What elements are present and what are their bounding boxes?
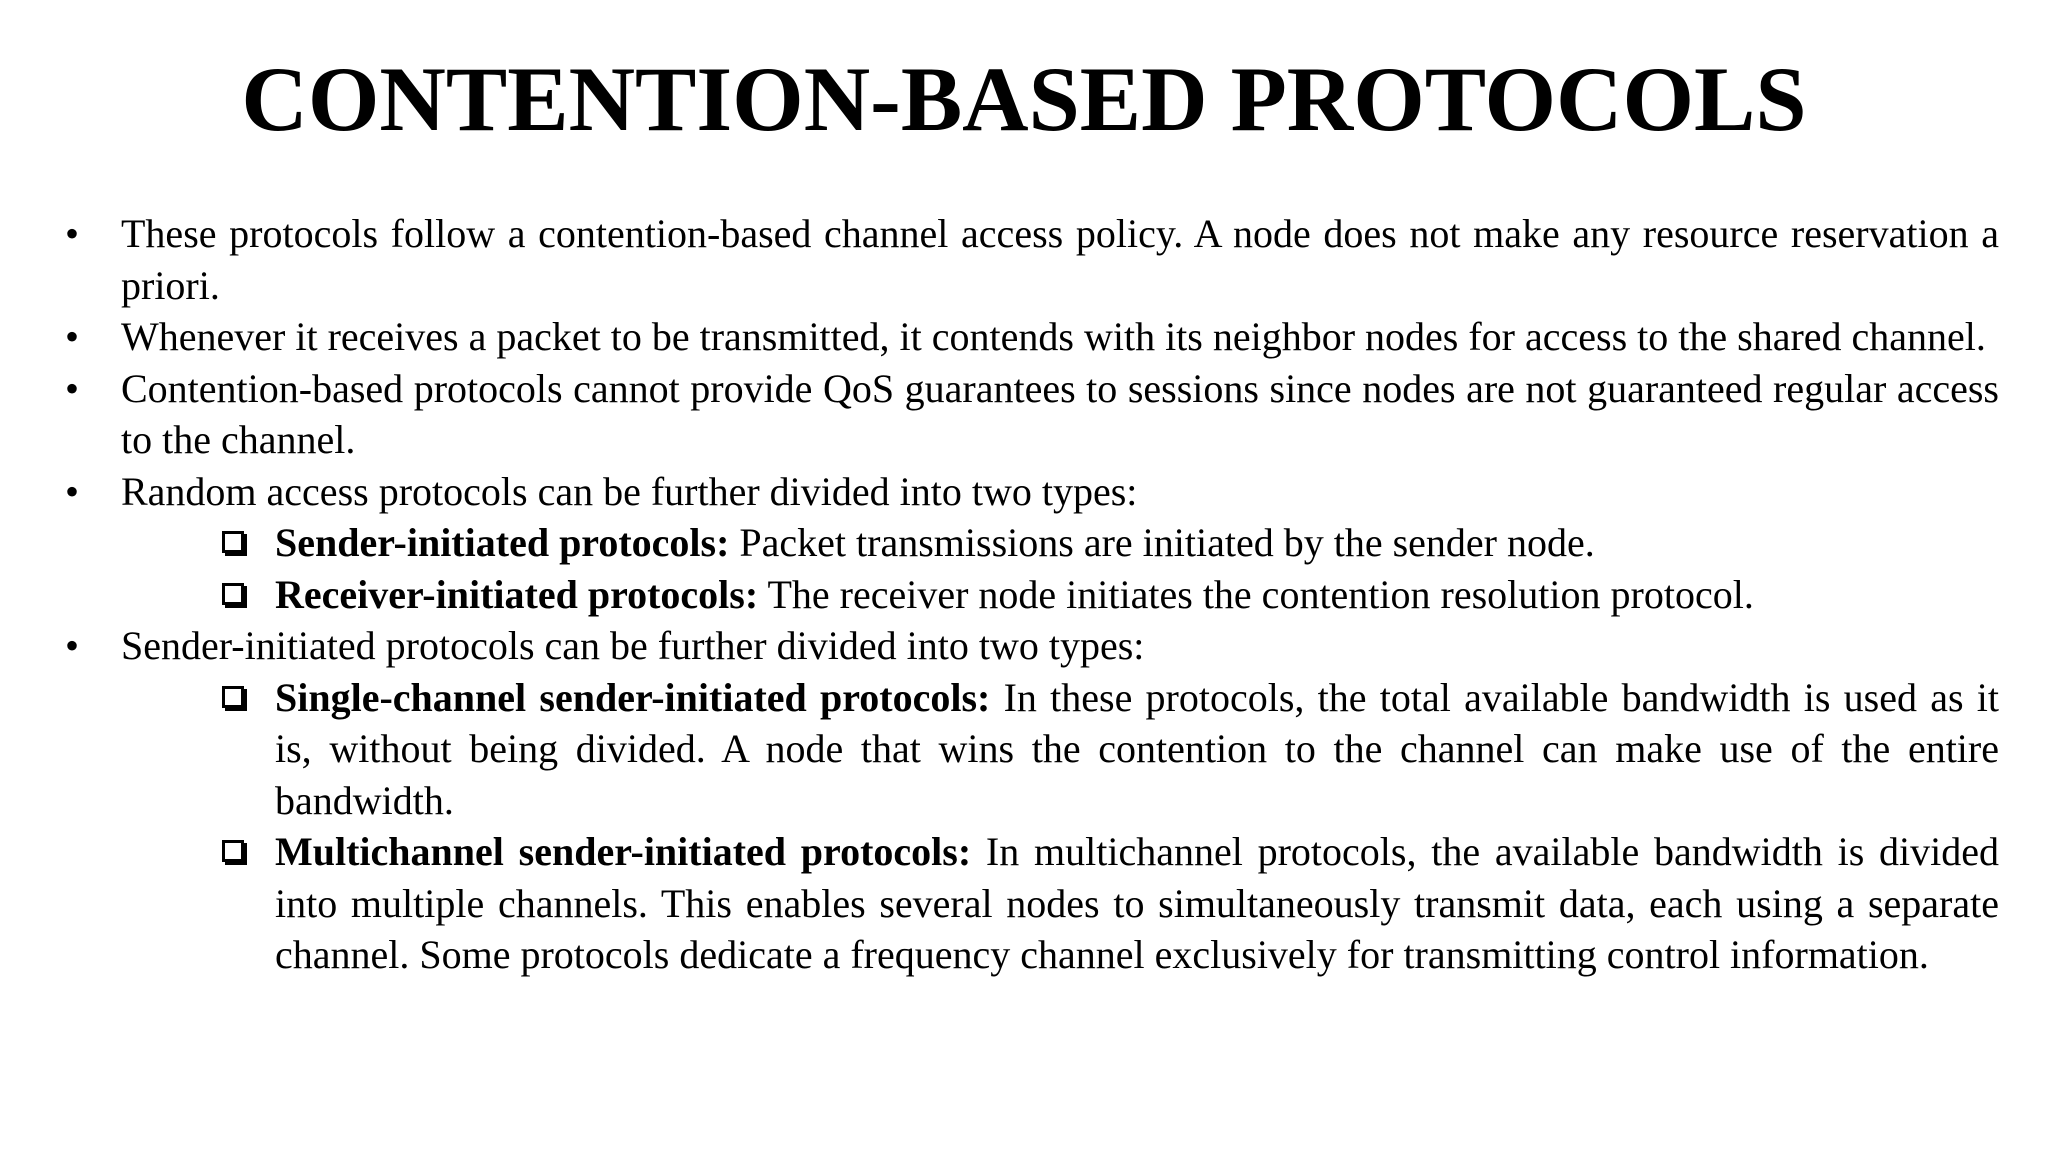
bullet-item <box>64 620 1999 672</box>
slide-title: CONTENTION-BASED PROTOCOLS <box>241 48 1807 150</box>
checkbox-square-icon <box>222 686 244 708</box>
bullet-dot-icon: • <box>64 468 79 514</box>
bullet-text: These protocols follow a contention-based channel access policy. A node does not make any resource reservation a priori. <box>121 211 1999 308</box>
sub-bullet-term: Sender-initiated protocols: <box>275 520 730 565</box>
bullet-dot-icon: • <box>64 211 79 256</box>
sub-bullet-item <box>275 826 1999 981</box>
sub-bullet-desc: The receiver node initiates the contention resolution protocol. <box>758 571 1754 617</box>
bullet-item <box>64 363 1999 466</box>
bullet-text: Random access protocols can be further divided into two types: <box>121 468 1138 514</box>
sub-bullet-term: Single-channel sender-initiated protocols: <box>275 674 991 720</box>
bullet-text: Contention-based protocols cannot provide QoS guarantees to sessions since nodes are not guaranteed regular access to the channel. <box>121 365 1999 462</box>
sub-bullet-item <box>275 517 1999 569</box>
checkbox-square-icon <box>222 840 244 862</box>
sub-bullet-desc: In multichannel protocols, the available bandwidth is divided into multiple channels. This enables several nodes to simultaneously transmit data, each using a separate channel. Some protocols dedicate a frequency channel exclusively for transmitting control information. <box>275 829 2000 977</box>
sub-bullet-item <box>275 569 1999 621</box>
sub-bullet-term: Receiver-initiated protocols: <box>275 571 759 617</box>
bullet-item <box>64 208 1999 311</box>
sub-bullet-desc: In these protocols, the total available bandwidth is used as it is, without being divided. A node that wins the contention to the channel can make use of the entire bandwidth. <box>275 674 2000 823</box>
bullet-text: Whenever it receives a packet to be transmitted, it contends with its neighbor nodes for access to the shared channel. <box>121 314 1986 359</box>
checkbox-square-icon <box>222 531 244 553</box>
bullet-dot-icon: • <box>64 314 79 359</box>
bullet-dot-icon: • <box>64 623 79 668</box>
bullet-item <box>64 466 1999 518</box>
bullet-text: Sender-initiated protocols can be further divided into two types: <box>121 623 1145 668</box>
slide-content <box>0 208 2048 981</box>
sub-bullet-desc: Packet transmissions are initiated by the sender node. <box>729 520 1595 565</box>
sub-bullet-term: Multichannel sender-initiated protocols: <box>275 829 972 874</box>
sub-bullet-item <box>275 672 1999 827</box>
bullet-item <box>64 311 1999 363</box>
checkbox-square-icon <box>222 583 244 605</box>
bullet-dot-icon: • <box>64 365 79 411</box>
